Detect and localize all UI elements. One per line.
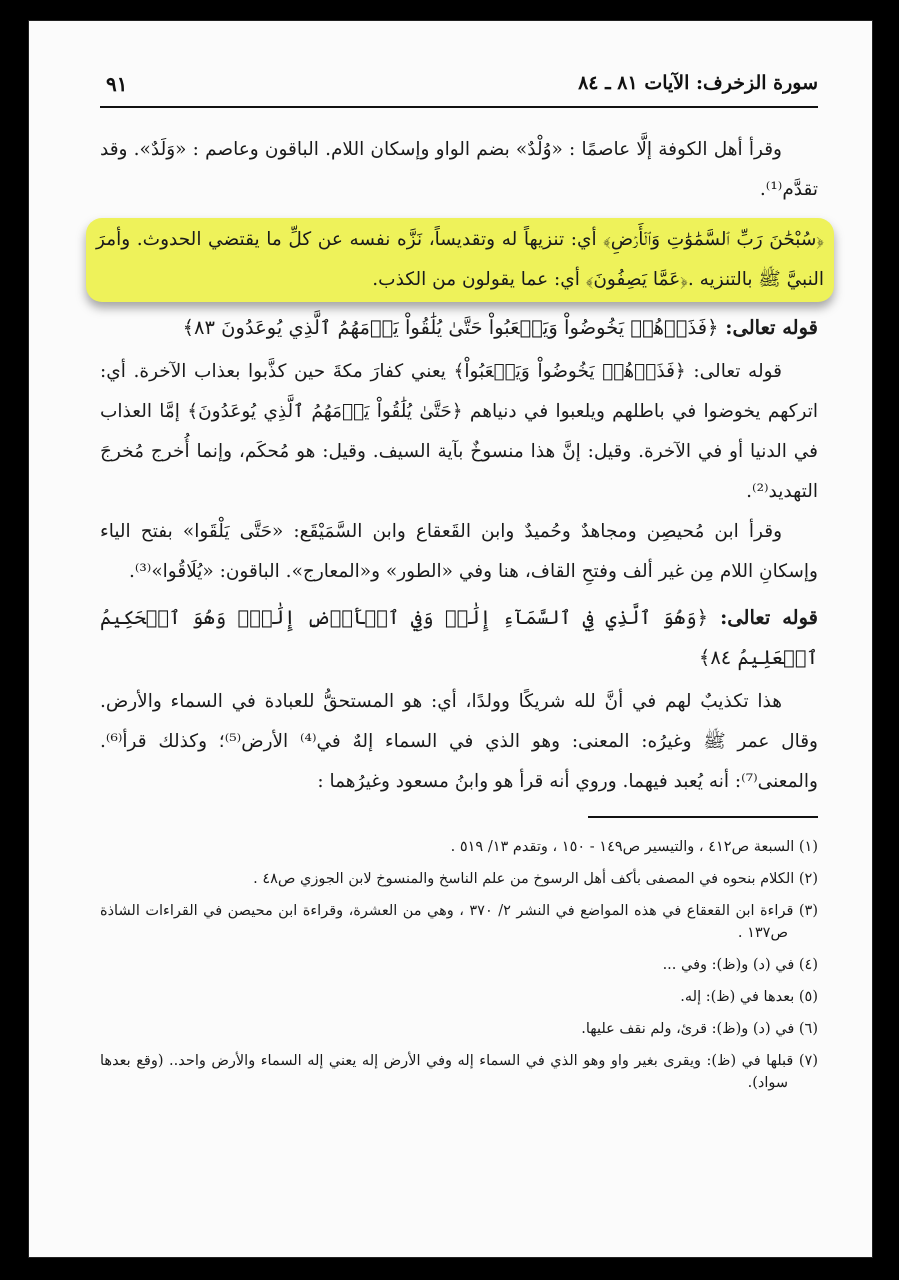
- footnote-2: (٢) الكلام بنحوه في المصفى بأكف أهل الرسوخ من علم الناسخ والمنسوخ لابن الجوزي ص٤٨ .: [253, 871, 818, 887]
- page-header: [100, 72, 818, 108]
- footnotes: [100, 836, 818, 1094]
- footnote-5: (٥) بعدها في (ظ): إله.: [680, 989, 818, 1005]
- page-body: [96, 130, 824, 1104]
- highlighted-passage: [86, 218, 834, 302]
- highlight-text: ﴿سُبْحَٰنَ رَبِّ ٱلسَّمَٰوَٰتِ وَٱلۡأَرۡضِ﴾ أي: تنزيهاً له وتقديساً، نَزَّه نفسه عن كلِّ ما يقتضي الحدوث. وأمرَ النبيَّ ﷺ بالتنزيه .﴿عَمَّا يَصِفُونَ﴾ أي: عما يقولون من الكذب.: [96, 229, 824, 290]
- page-number: ٩١: [106, 72, 128, 96]
- footnote-separator: [588, 816, 818, 818]
- verse-heading-83: [100, 308, 818, 348]
- book-page: [28, 20, 873, 1258]
- footnote-3: (٣) قراءة ابن القعقاع في هذه المواضع في النشر ٢/ ٣٧٠ ، وهي من العشرة، وقراءة ابن محيصن في القراءات الشاذة ص١٣٧ .: [100, 903, 818, 941]
- paragraph-3: وقرأ ابن مُحيصِن ومجاهدٌ وحُميدٌ وابن القَعقاع وابن السَّمَيْقَع: «حَتَّى يَلْقَوا» بفتح الياء وإسكانِ اللام مِن غير ألف وفتحِ القاف، هنا وفي «الطور» و«المعارج». الباقون: «يُلَاقُوا»⁽³⁾.: [100, 521, 818, 582]
- verse-heading-84: [100, 598, 818, 678]
- footnote-7: (٧) قبلها في (ظ): ويقرى بغير واو وهو الذي في السماء إله وفي الأرض إله يعني إله السماء والأرض واحد.. (وقع بعدها سواد).: [100, 1053, 818, 1091]
- surah-title: سورة الزخرف: الآيات ٨١ ـ ٨٤: [578, 72, 818, 94]
- paragraph-4: هذا تكذيبٌ لهم في أنَّ لله شريكًا وولدًا، أي: هو المستحقُّ للعبادة في السماء والأرض. وقال عمر ﷺ وغيرُه: المعنى: وهو الذي في السماء إلهٌ في⁽⁴⁾ الأرض⁽⁵⁾؛ وكذلك قرأ⁽⁶⁾. والمعنى⁽⁷⁾: أنه يُعبد فيهما. وروي أنه قرأ هو وابنُ مسعود وغيرُهما :: [100, 691, 818, 792]
- footnote-1: (١) السبعة ص٤١٢ ، والتيسير ص١٤٩ - ١٥٠ ، وتقدم ١٣/ ٥١٩ .: [450, 839, 818, 855]
- verse-text: ﴿وَهُوَ ٱلَّذِي فِي ٱلسَّمَآءِ إِلَٰهٞ وَفِي ٱلۡأَرۡضِ إِلَٰهٞۚ وَهُوَ ٱلۡحَكِيمُ ٱلۡعَلِيمُ ٨٤﴾: [100, 606, 818, 669]
- footnote-4: (٤) في (د) و(ظ): وفي ...: [662, 957, 818, 973]
- heading-label: قوله تعالى:: [725, 316, 818, 339]
- footnote-6: (٦) في (د) و(ظ): قرئ، ولم نقف عليها.: [581, 1021, 818, 1037]
- verse-text: ﴿فَذَرۡهُمۡ يَخُوضُواْ وَيَلۡعَبُواْ حَتَّىٰ يُلَٰقُواْ يَوۡمَهُمُ ٱلَّذِي يُوعَدُونَ ٨٣﴾: [182, 316, 719, 339]
- paragraph-1: وقرأ أهل الكوفة إلَّا عاصمًا : «وُلْدٌ» بضم الواو وإسكان اللام. الباقون وعاصم : «وَلَدٌ». وقد تقدَّم⁽¹⁾.: [100, 139, 818, 200]
- paragraph-2: قوله تعالى: ﴿فَذَرۡهُمۡ يَخُوضُواْ وَيَلۡعَبُواْ﴾ يعني كفارَ مكةَ حين كذَّبوا بعذاب الآخرة. أي: اتركهم يخوضوا في باطلهم ويلعبوا في دنياهم ﴿حَتَّىٰ يُلَٰقُواْ يَوۡمَهُمُ ٱلَّذِي يُوعَدُونَ﴾ إمَّا العذاب في الدنيا أو في الآخرة. وقيل: إنَّ هذا منسوخٌ بآية السيف. وقيل: هو مُحكَم، وإنما أُخرج مُخرجَ التهديد⁽²⁾.: [100, 361, 818, 502]
- heading-label: قوله تعالى:: [720, 606, 818, 629]
